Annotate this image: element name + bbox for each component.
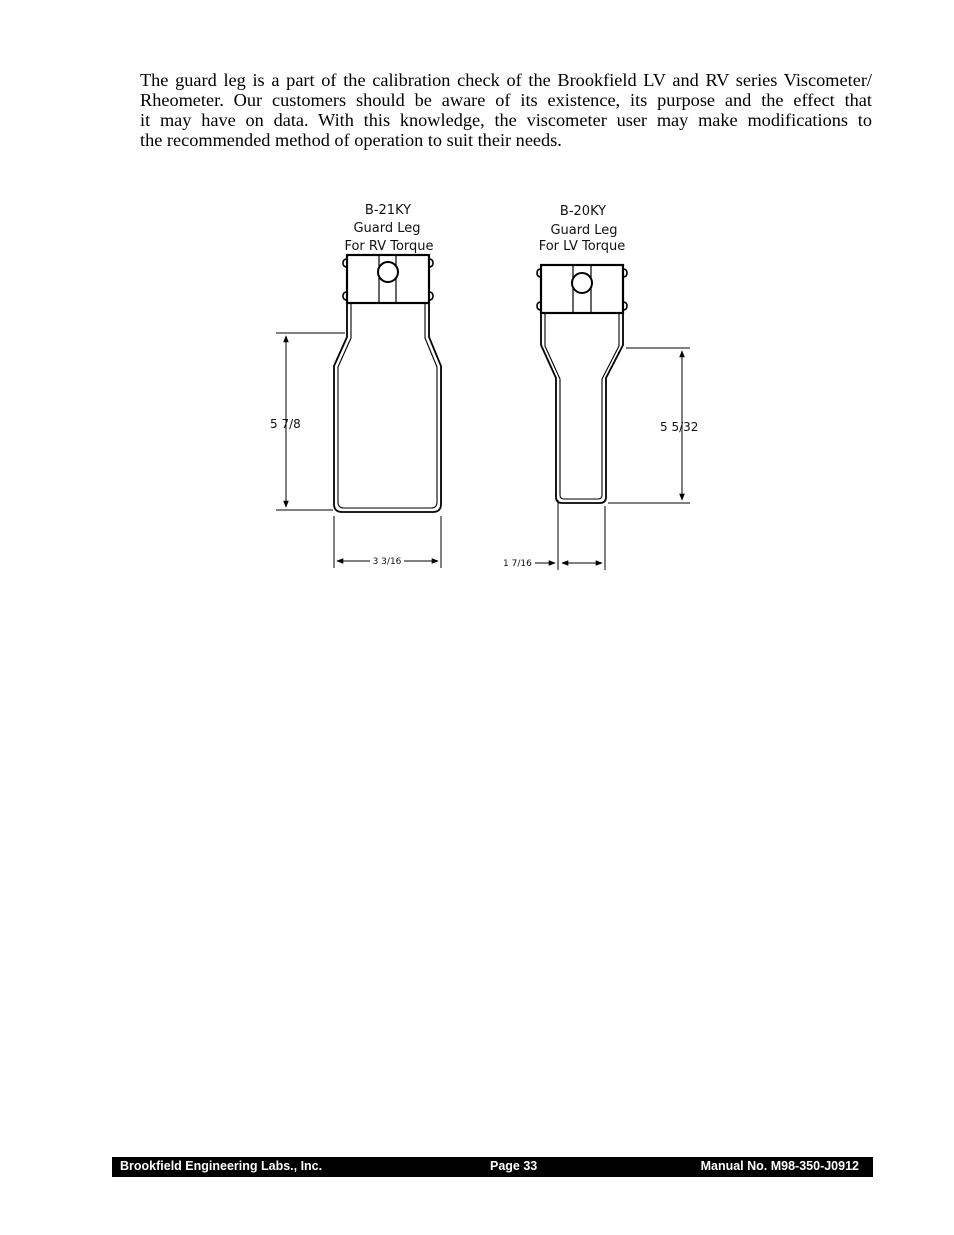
footer-company: Brookfield Engineering Labs., Inc.: [120, 1159, 323, 1173]
lv-leg-torque: For LV Torque: [538, 239, 626, 254]
footer-page-number: Page 33: [490, 1159, 538, 1173]
intro-line-4: the recommended method of operation to suit their needs.: [140, 130, 562, 150]
rv-leg-torque: For RV Torque: [344, 239, 434, 254]
lv-height-label: 5 5/32: [660, 420, 699, 434]
rv-guard-leg: [334, 255, 441, 512]
rv-leg-part-number: B-21KY: [364, 203, 412, 218]
footer-manual-number: Manual No. M98-350-J0912: [700, 1159, 859, 1173]
lv-leg-body: [541, 313, 623, 503]
rv-width-label: 3 3/16: [372, 557, 402, 567]
page-footer: [112, 1157, 873, 1177]
lv-guard-leg: [537, 265, 627, 503]
rv-height-label: 5 7/8: [270, 417, 301, 431]
rv-leg-set-screw: [378, 262, 398, 282]
lv-width-dimension: [535, 500, 605, 570]
lv-leg-name: Guard Leg: [550, 223, 618, 238]
intro-line-1: The guard leg is a part of the calibration check of the Brookfield LV and RV series Viscometer/: [140, 70, 872, 90]
lv-leg-part-number: B-20KY: [559, 204, 607, 219]
lv-width-label: 1 7/16: [503, 559, 532, 569]
lv-leg-set-screw: [572, 273, 592, 293]
intro-line-3: it may have on data. With this knowledge, the viscometer user may make modifications to: [140, 110, 872, 130]
intro-line-2: Rheometer. Our customers should be aware of its existence, its purpose and the effect that: [140, 90, 872, 110]
rv-leg-name: Guard Leg: [353, 221, 421, 236]
